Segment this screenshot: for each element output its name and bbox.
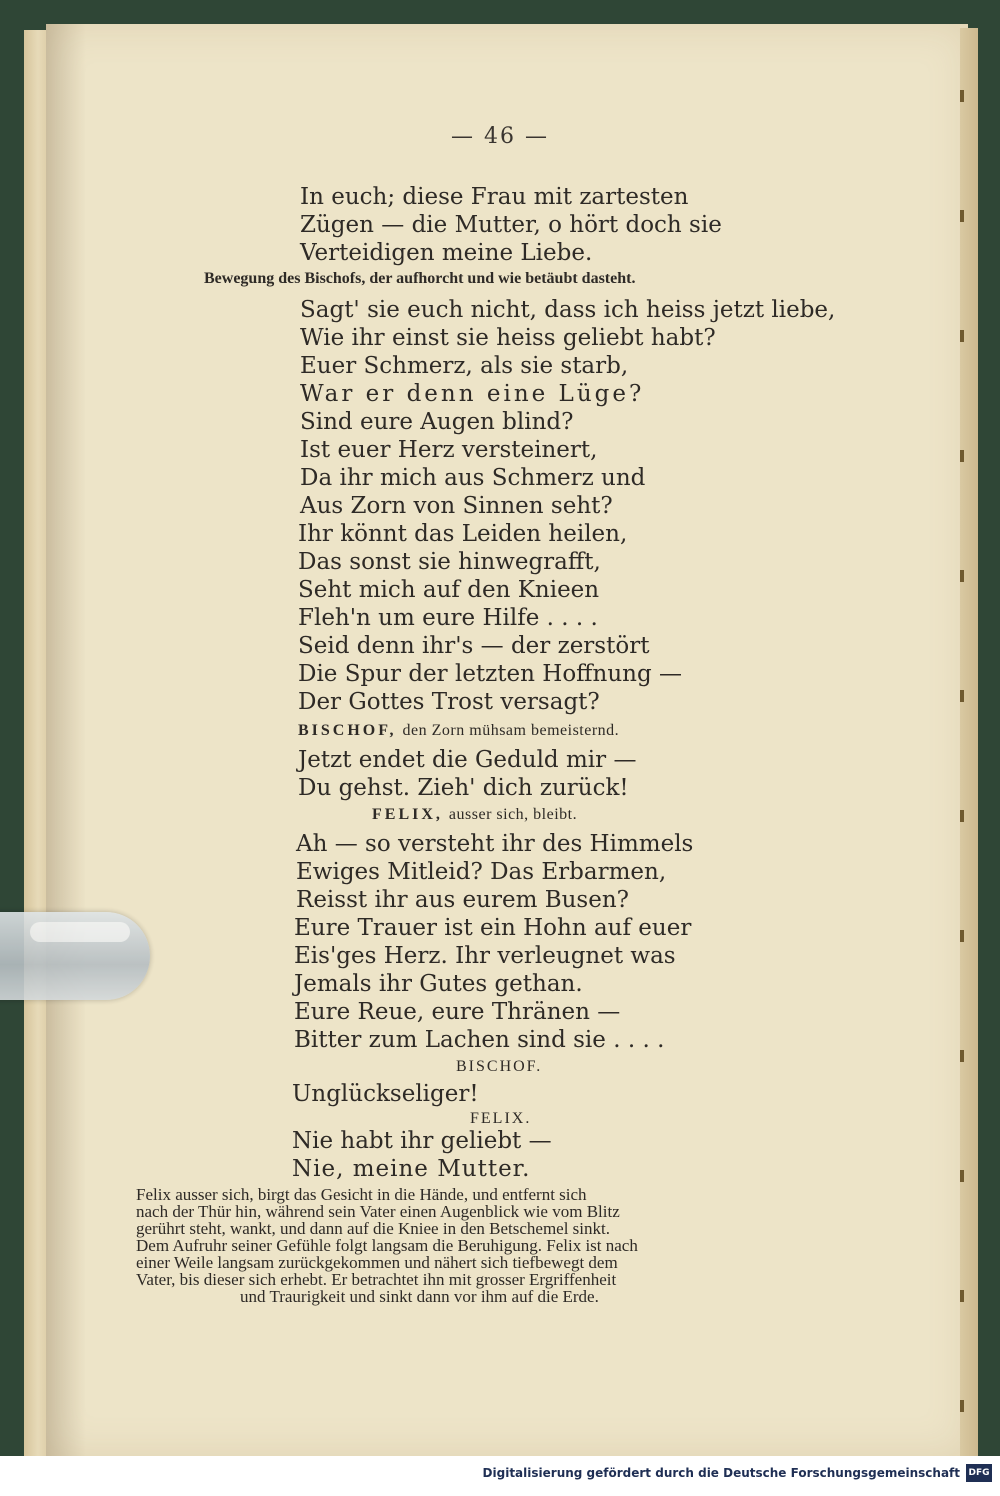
verse-line: Eure Trauer ist ein Hohn auf euer <box>294 915 692 941</box>
verse-line: In euch; diese Frau mit zartesten <box>300 184 689 210</box>
stage-direction: Bewegung des Bischofs, der aufhorcht und wie betäubt dasteht. <box>204 270 636 287</box>
right-page-edge <box>960 28 978 1458</box>
speaker-felix-2: FELIX. <box>470 1110 532 1127</box>
verse-line: Der Gottes Trost versagt? <box>298 689 600 715</box>
footer-credit: Digitalisierung gefördert durch die Deutsche Forschungsgemeinschaft <box>482 1466 960 1480</box>
verse-line: Die Spur der letzten Hoffnung — <box>298 661 682 687</box>
verse-line: Da ihr mich aus Schmerz und <box>300 465 646 491</box>
verse-line: Verteidigen meine Liebe. <box>300 240 593 266</box>
verse-line: Ah — so versteht ihr des Himmels <box>296 831 694 857</box>
verse-line: Sind eure Augen blind? <box>300 409 574 435</box>
paragraph-line: nach der Thür hin, während sein Vater einen Augenblick wie vom Blitz <box>136 1202 620 1221</box>
verse-line: Ist euer Herz versteinert, <box>300 437 598 463</box>
verse-line: War er denn eine Lüge? <box>300 381 645 407</box>
verse-line: Nie habt ihr geliebt — <box>292 1128 552 1154</box>
paragraph-line: und Traurigkeit und sinkt dann vor ihm auf die Erde. <box>240 1287 599 1306</box>
dfg-logo-icon: DFG <box>966 1464 992 1482</box>
speaker-bischof-1 <box>298 722 619 740</box>
paragraph-line: Dem Aufruhr seiner Gefühle folgt langsam die Beruhigung. Felix ist nach <box>136 1236 638 1255</box>
page-clip <box>0 912 150 1000</box>
speaker-felix-1 <box>372 806 577 824</box>
paragraph-line: Felix ausser sich, birgt das Gesicht in die Hände, und entfernt sich <box>136 1185 587 1204</box>
footer-bar <box>0 1456 1000 1496</box>
verse-line: Wie ihr einst sie heiss geliebt habt? <box>300 325 716 351</box>
page-gutter-shadow <box>46 24 86 1456</box>
verse-line: Fleh'n um eure Hilfe . . . . <box>298 605 598 631</box>
speaker-bischof-2: BISCHOF. <box>456 1058 543 1075</box>
speaker-note: den Zorn mühsam bemeisternd. <box>402 722 620 739</box>
verse-line: Seht mich auf den Knieen <box>298 577 600 603</box>
verse-line: Euer Schmerz, als sie starb, <box>300 353 629 379</box>
page-number: — 46 — <box>451 124 549 149</box>
verse-line: Jemals ihr Gutes gethan. <box>294 971 583 997</box>
speaker-note: ausser sich, bleibt. <box>448 806 578 823</box>
paragraph-line: gerührt steht, wankt, und dann auf die Kniee in den Betschemel sinkt. <box>136 1219 610 1238</box>
verse-line: Zügen — die Mutter, o hört doch sie <box>300 212 722 238</box>
verse-line: Bitter zum Lachen sind sie . . . . <box>294 1027 665 1053</box>
verse-line: Unglückseliger! <box>292 1081 479 1107</box>
verse-line: Ihr könnt das Leiden heilen, <box>298 521 628 547</box>
verse-line: Aus Zorn von Sinnen seht? <box>300 493 613 519</box>
verse-line: Sagt' sie euch nicht, dass ich heiss jetzt liebe, <box>300 297 836 323</box>
verse-line: Seid denn ihr's — der zerstört <box>298 633 650 659</box>
verse-line: Nie, meine Mutter. <box>292 1156 531 1182</box>
verse-line: Eure Reue, eure Thränen — <box>294 999 621 1025</box>
verse-line: Reisst ihr aus eurem Busen? <box>296 887 629 913</box>
verse-line: Eis'ges Herz. Ihr verleugnet was <box>294 943 676 969</box>
verse-line: Jetzt endet die Geduld mir — <box>298 747 637 773</box>
paragraph-line: Vater, bis dieser sich erhebt. Er betrachtet ihn mit grosser Ergriffenheit <box>136 1270 617 1289</box>
paragraph-line: einer Weile langsam zurückgekommen und nähert sich tiefbewegt dem <box>136 1253 618 1272</box>
closing-stage-direction <box>136 1186 884 1305</box>
speaker-name: FELIX, <box>372 806 443 823</box>
verse-line: Ewiges Mitleid? Das Erbarmen, <box>296 859 667 885</box>
verse-line: Du gehst. Zieh' dich zurück! <box>298 775 629 801</box>
speaker-name: BISCHOF, <box>298 722 397 739</box>
verse-line: Das sonst sie hinwegrafft, <box>298 549 601 575</box>
